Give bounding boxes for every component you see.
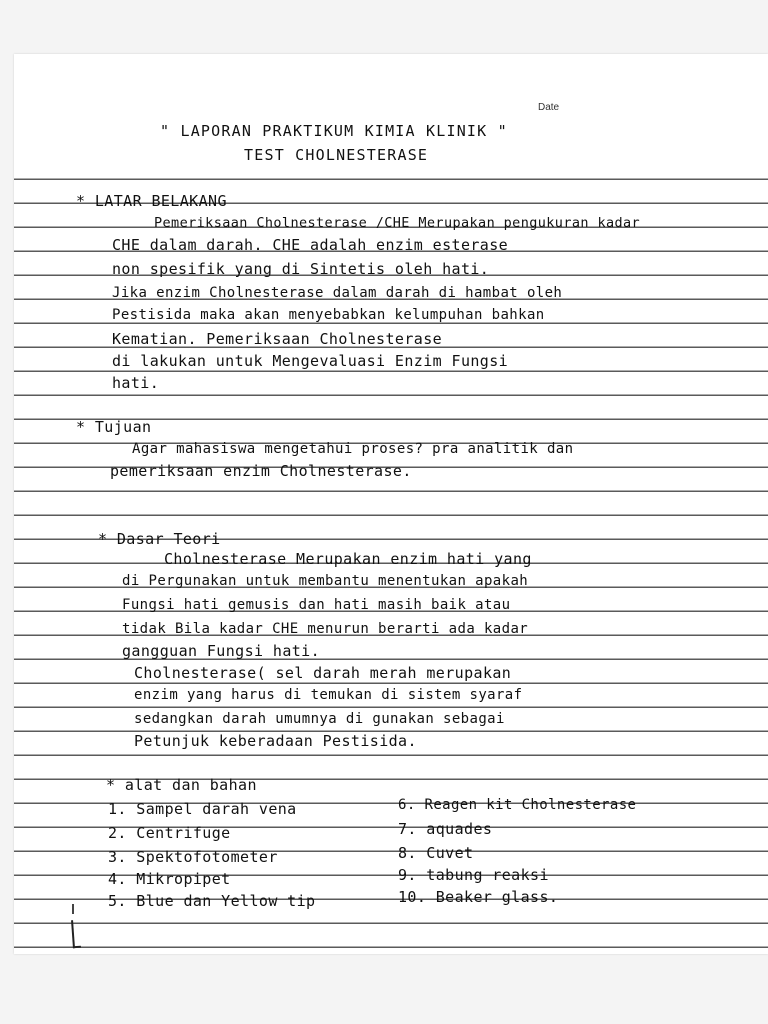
alat-bahan-item: 2. Centrifuge — [108, 824, 231, 842]
alat-bahan-item: 7. aquades — [398, 820, 493, 838]
date-label: Date — [538, 102, 560, 113]
alat-bahan-item: 6. Reagen kit Cholnesterase — [398, 797, 637, 813]
dasar-teori-line: Cholnesterase( sel darah merah merupakan — [134, 664, 512, 682]
latar-belakang-line: Pemeriksaan Cholnesterase /CHE Merupakan pengukuran kadar — [154, 215, 641, 231]
latar-belakang-line: Pestisida maka akan menyebabkan kelumpuhan bahkan — [112, 307, 545, 323]
latar-belakang-line: hati. — [112, 374, 160, 392]
latar-belakang-line: Kematian. Pemeriksaan Cholnesterase — [112, 330, 443, 348]
alat-bahan-item: 4. Mikropipet — [108, 870, 231, 888]
dasar-teori-heading: * Dasar Teori — [98, 530, 221, 548]
dasar-teori-line: tidak Bila kadar CHE menurun berarti ada kadar — [122, 621, 529, 637]
latar-belakang-line: di lakukan untuk Mengevaluasi Enzim Fungsi — [112, 352, 509, 370]
dasar-teori-line: di Pergunakan untuk membantu menentukan apakah — [122, 573, 529, 589]
dasar-teori-line: Cholnesterase Merupakan enzim hati yang — [164, 550, 532, 568]
latar-belakang-heading: * LATAR BELAKANG — [76, 192, 227, 210]
report-title: " LAPORAN PRAKTIKUM KIMIA KLINIK " — [160, 122, 508, 140]
alat-bahan-item: 10. Beaker glass. — [398, 888, 559, 906]
tujuan-line: pemeriksaan enzim Cholnesterase. — [110, 462, 412, 480]
alat-bahan-item: 3. Spektofotometer — [108, 848, 278, 866]
alat-bahan-item: 8. Cuvet — [398, 844, 474, 862]
latar-belakang-line: CHE dalam darah. CHE adalah enzim esterase — [112, 236, 509, 254]
dasar-teori-line: Fungsi hati gemusis dan hati masih baik atau — [122, 597, 511, 613]
notebook-page — [14, 54, 768, 954]
tujuan-heading: * Tujuan — [76, 418, 152, 436]
alat-bahan-heading: * alat dan bahan — [106, 776, 257, 794]
tujuan-line: Agar mahasiswa mengetahui proses? pra analitik dan — [132, 441, 574, 457]
pen-mark-tick — [72, 904, 74, 914]
report-subtitle: TEST CHOLNESTERASE — [244, 146, 429, 164]
latar-belakang-line: non spesifik yang di Sintetis oleh hati. — [112, 260, 490, 278]
dasar-teori-line: enzim yang harus di temukan di sistem syaraf — [134, 687, 523, 703]
dasar-teori-line: gangguan Fungsi hati. — [122, 642, 321, 660]
dasar-teori-line: sedangkan darah umumnya di gunakan sebagai — [134, 711, 505, 727]
latar-belakang-line: Jika enzim Cholnesterase dalam darah di hambat oleh — [112, 285, 563, 301]
pen-mark — [71, 920, 81, 948]
dasar-teori-line: Petunjuk keberadaan Pestisida. — [134, 732, 417, 750]
alat-bahan-item: 9. tabung reaksi — [398, 866, 549, 884]
alat-bahan-item: 1. Sampel darah vena — [108, 800, 297, 818]
alat-bahan-item: 5. Blue dan Yellow tip — [108, 892, 316, 910]
